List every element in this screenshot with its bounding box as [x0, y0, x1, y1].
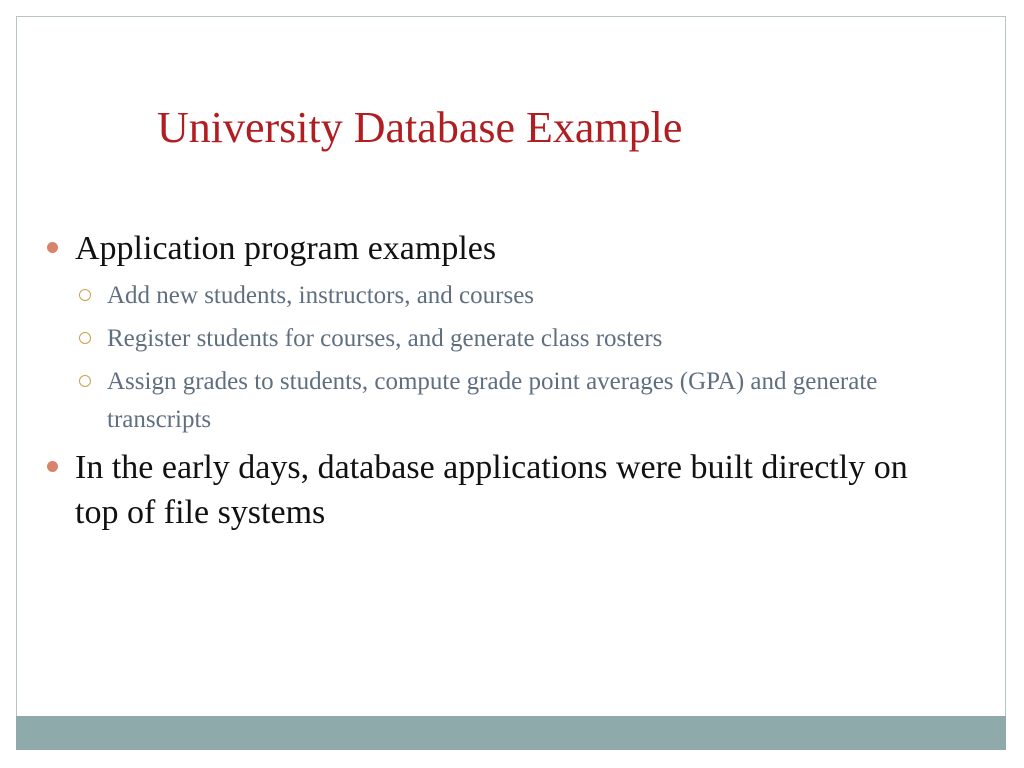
- bullet-text: In the early days, database applications were built directly on top of file systems: [75, 449, 908, 531]
- slide-content: [40, 226, 940, 541]
- sub-bullet-text: Assign grades to students, compute grade point averages (GPA) and generate transcripts: [107, 368, 878, 433]
- bullet-item: [40, 226, 940, 271]
- footer-band: [16, 716, 1006, 750]
- slide-title: University Database Example: [157, 103, 683, 152]
- sub-bullet-item: [40, 363, 940, 439]
- bullet-item: [40, 445, 940, 535]
- bullet-dot-icon: [47, 461, 58, 472]
- sub-bullet-list: [40, 277, 940, 439]
- bullet-ring-icon: [79, 289, 91, 301]
- bullet-ring-icon: [79, 375, 91, 387]
- bullet-dot-icon: [47, 242, 58, 253]
- bullet-text: Application program examples: [75, 230, 497, 267]
- sub-bullet-item: [40, 277, 940, 315]
- sub-bullet-item: [40, 320, 940, 358]
- sub-bullet-text: Add new students, instructors, and courses: [107, 282, 535, 309]
- sub-bullet-text: Register students for courses, and generate class rosters: [107, 325, 663, 352]
- bullet-ring-icon: [79, 332, 91, 344]
